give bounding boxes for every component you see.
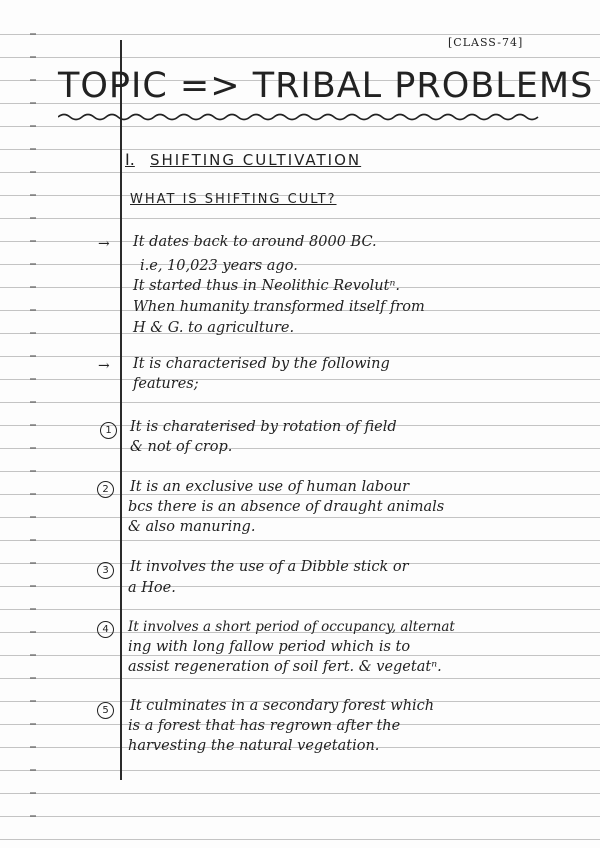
features-line: It is characterised by the following — [133, 356, 390, 372]
point-line: & not of crop. — [130, 439, 233, 455]
point-line: harvesting the natural vegetation. — [128, 738, 380, 754]
page-title: TOPIC => TRIBAL PROBLEMS — [58, 66, 594, 106]
intro-line: It started thus in Neolithic Revolutⁿ. — [133, 278, 400, 294]
features-line: features; — [133, 376, 199, 392]
point-line: It is charaterised by rotation of field — [130, 419, 397, 435]
point-number-5: 5 — [97, 702, 114, 719]
intro-arrow: → — [98, 236, 110, 252]
point-number-3: 3 — [97, 562, 114, 579]
point-number-1: 1 — [100, 422, 117, 439]
features-arrow: → — [98, 358, 110, 374]
intro-line: i.e, 10,023 years ago. — [140, 258, 298, 274]
point-line: & also manuring. — [128, 519, 256, 535]
point-line: It culminates in a secondary forest which — [130, 698, 435, 714]
point-line: It involves a short period of occupancy, alternat — [128, 619, 455, 635]
intro-line: It dates back to around 8000 BC. — [133, 234, 377, 250]
margin-tick-marks — [0, 0, 40, 848]
intro-line: When humanity transformed itself from — [133, 299, 425, 315]
point-line: bcs there is an absence of draught animals — [128, 499, 445, 515]
point-line: ing with long fallow period which is to — [128, 639, 411, 655]
point-number-4: 4 — [97, 621, 114, 638]
title-wavy-underline — [58, 112, 548, 122]
point-line: It involves the use of a Dibble stick or — [130, 559, 409, 575]
point-line: assist regeneration of soil fert. & vegetatⁿ. — [128, 659, 442, 675]
section-number: I. — [125, 150, 135, 169]
intro-line: H & G. to agriculture. — [133, 320, 295, 336]
point-line: It is an exclusive use of human labour — [130, 479, 410, 495]
point-number-2: 2 — [97, 481, 114, 498]
section-question: WHAT IS SHIFTING CULT? — [130, 192, 337, 207]
point-line: a Hoe. — [128, 580, 176, 596]
class-tag-text: CLASS-74 — [453, 36, 518, 49]
section-title: SHIFTING CULTIVATION — [150, 151, 362, 169]
class-tag: [CLASS-74] — [448, 36, 524, 49]
point-line: is a forest that has regrown after the — [128, 718, 401, 734]
margin-line — [120, 40, 122, 780]
